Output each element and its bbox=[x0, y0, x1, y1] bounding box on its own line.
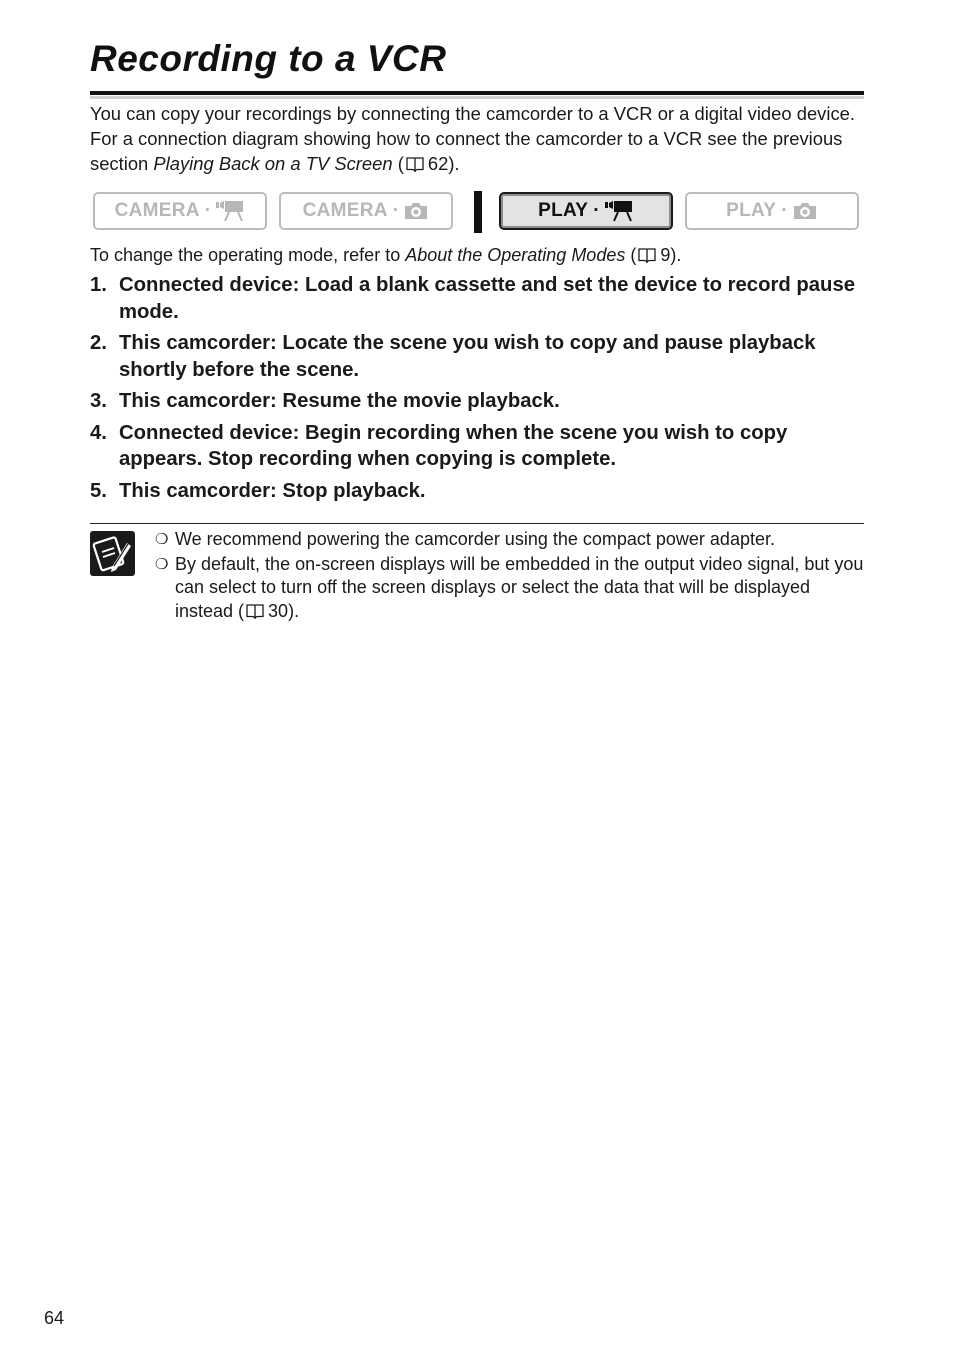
note-pencil-icon bbox=[90, 531, 135, 576]
intro-reference-title: Playing Back on a TV Screen bbox=[153, 153, 393, 174]
movie-camera-icon bbox=[604, 200, 634, 222]
step-item bbox=[90, 420, 865, 473]
mode-separator: · bbox=[392, 200, 400, 221]
step-item bbox=[90, 478, 865, 505]
page-number: 64 bbox=[44, 1308, 65, 1328]
mode-divider bbox=[474, 191, 482, 233]
step-text: This camcorder: Resume the movie playback. bbox=[119, 390, 560, 412]
step-item bbox=[90, 388, 865, 415]
title-rule-shadow bbox=[90, 96, 864, 99]
page-title: Recording to a VCR bbox=[90, 38, 447, 79]
step-text: Connected device: Load a blank cassette and set the device to record pause mode. bbox=[119, 274, 855, 323]
mode-label: PLAY bbox=[538, 200, 589, 221]
mode-camera-still bbox=[279, 192, 453, 230]
note-item bbox=[155, 528, 865, 552]
step-number: 2. bbox=[90, 332, 107, 354]
steps-list bbox=[90, 272, 865, 509]
mode-label: CAMERA bbox=[114, 200, 200, 221]
movie-camera-icon bbox=[215, 200, 245, 222]
notes-list bbox=[155, 528, 865, 624]
intro-paragraph bbox=[90, 101, 865, 176]
mode-camera-movie bbox=[93, 192, 267, 230]
book-icon bbox=[638, 247, 656, 263]
op-note-ref-page: 9 bbox=[660, 245, 671, 265]
op-note-ref-close: ). bbox=[670, 245, 682, 265]
step-text: Connected device: Begin recording when the scene you wish to copy appears. Stop recording when copying is complete. bbox=[119, 421, 788, 470]
step-number: 1. bbox=[90, 274, 107, 296]
note-text: We recommend powering the camcorder using the compact power adapter. bbox=[175, 529, 775, 549]
intro-ref-page: 62 bbox=[427, 153, 449, 174]
mode-separator: · bbox=[781, 200, 788, 221]
step-number: 5. bbox=[90, 479, 107, 502]
step-number: 3. bbox=[90, 390, 107, 412]
note-bullet: ❍ bbox=[155, 555, 169, 573]
book-icon bbox=[246, 603, 264, 619]
book-icon bbox=[406, 156, 424, 172]
mode-separator: · bbox=[593, 200, 600, 221]
step-text: This camcorder: Stop playback. bbox=[119, 479, 426, 502]
still-camera-icon bbox=[792, 201, 818, 221]
note-ref-close: ). bbox=[288, 600, 300, 621]
op-note-ref-open: ( bbox=[625, 245, 637, 265]
mode-separator: · bbox=[204, 200, 212, 221]
mode-label: PLAY bbox=[726, 200, 777, 221]
op-note-reference-title: About the Operating Modes bbox=[405, 245, 626, 265]
intro-text: You can copy your recordings by connecting the camcorder to a VCR or a digital video device. For a connection diagram showing how to connect the camcorder to a VCR see the previous section bbox=[90, 103, 855, 174]
operating-mode-note bbox=[90, 243, 681, 267]
note-item bbox=[155, 553, 865, 624]
intro-ref-open: ( bbox=[392, 153, 404, 174]
title-rule bbox=[90, 91, 864, 95]
operating-mode-bar bbox=[93, 191, 861, 233]
notes-rule bbox=[90, 523, 864, 524]
mode-label: CAMERA bbox=[302, 200, 388, 221]
note-bullet: ❍ bbox=[155, 531, 169, 548]
intro-ref-close: ). bbox=[448, 153, 460, 174]
note-ref-page: 30 bbox=[268, 600, 289, 621]
step-item bbox=[90, 330, 865, 383]
mode-play-still bbox=[685, 192, 859, 230]
step-item bbox=[90, 272, 865, 325]
op-note-text: To change the operating mode, refer to bbox=[90, 245, 406, 265]
step-text: This camcorder: Locate the scene you wish to copy and pause playback shortly before the scene. bbox=[119, 332, 816, 381]
mode-play-movie bbox=[499, 192, 673, 230]
still-camera-icon bbox=[403, 201, 429, 221]
step-number: 4. bbox=[90, 421, 107, 444]
note-text: By default, the on-screen displays will be embedded in the output video signal, but you can select to turn off the screen displays or select the data that will be displayed instead ( bbox=[175, 553, 864, 621]
